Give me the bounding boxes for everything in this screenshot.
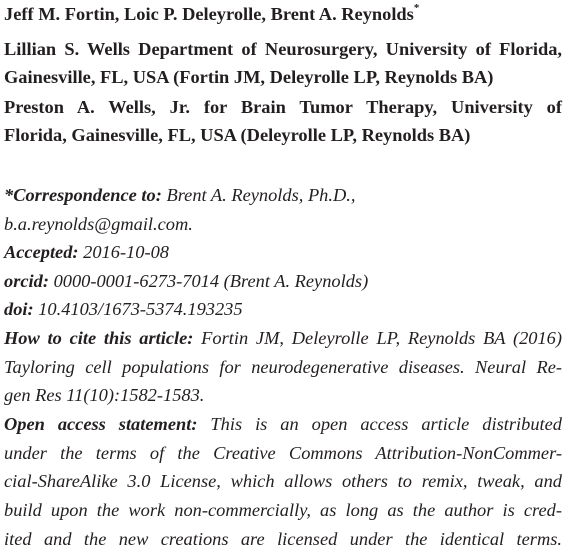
accepted-value: 2016-10-08 <box>83 242 169 262</box>
author-list <box>4 2 562 27</box>
open-access-line-5: ited and the new creations are licensed under the identical terms. <box>4 529 562 549</box>
citation-line-2: Tayloring cell populations for neurodegenerative diseases. Neural Re- <box>4 357 562 377</box>
doi-value[interactable]: 10.4103/1673-5374.193235 <box>38 299 243 319</box>
correspondence-label: *Correspondence to: <box>4 185 162 205</box>
affiliation-1-line-1: Lillian S. Wells Department of Neurosurgery, University of Florida, <box>4 39 562 59</box>
orcid <box>4 269 562 294</box>
affiliation-1-line-2: Gainesville, FL, USA (Fortin JM, Deleyrolle LP, Reynolds BA) <box>4 67 494 87</box>
correspondence-name: Brent A. Reynolds, Ph.D., <box>166 185 356 205</box>
orcid-value[interactable]: 0000-0001-6273-7014 (Brent A. Reynolds) <box>53 271 369 291</box>
doi-label: doi: <box>4 299 34 319</box>
open-access-label: Open access statement: <box>4 414 198 434</box>
correspondence-email[interactable]: b.a.reynolds@gmail.com. <box>4 214 193 234</box>
accepted-date <box>4 240 562 265</box>
accepted-label: Accepted: <box>4 242 79 262</box>
orcid-label: orcid: <box>4 271 49 291</box>
citation-line-1 <box>4 326 562 351</box>
citation-line-3: gen Res 11(10):1582-1583. <box>4 385 205 405</box>
open-access-line-3: cial-ShareAlike 3.0 License, which allows others to remix, tweak, and <box>4 471 562 491</box>
correspondence-mark: * <box>413 2 420 14</box>
open-access-line-1 <box>4 412 562 437</box>
affiliation-2-line-2: Florida, Gainesville, FL, USA (Deleyrolle LP, Reynolds BA) <box>4 125 471 145</box>
citation-label: How to cite this article: <box>4 328 194 348</box>
correspondence <box>4 183 562 208</box>
citation-text-1: Fortin JM, Deleyrolle LP, Reynolds BA (2016) <box>201 328 562 348</box>
author-names: Jeff M. Fortin, Loic P. Deleyrolle, Brent A. Reynolds <box>4 4 414 24</box>
open-access-line-2: under the terms of the Creative Commons Attribution-NonCommer- <box>4 443 562 463</box>
open-access-line-4: build upon the work non-commercially, as long as the author is cred- <box>4 500 562 520</box>
doi <box>4 297 562 322</box>
open-access-text-1: This is an open access article distributed <box>210 414 562 434</box>
affiliation-2-line-1: Preston A. Wells, Jr. for Brain Tumor Therapy, University of <box>4 97 562 117</box>
